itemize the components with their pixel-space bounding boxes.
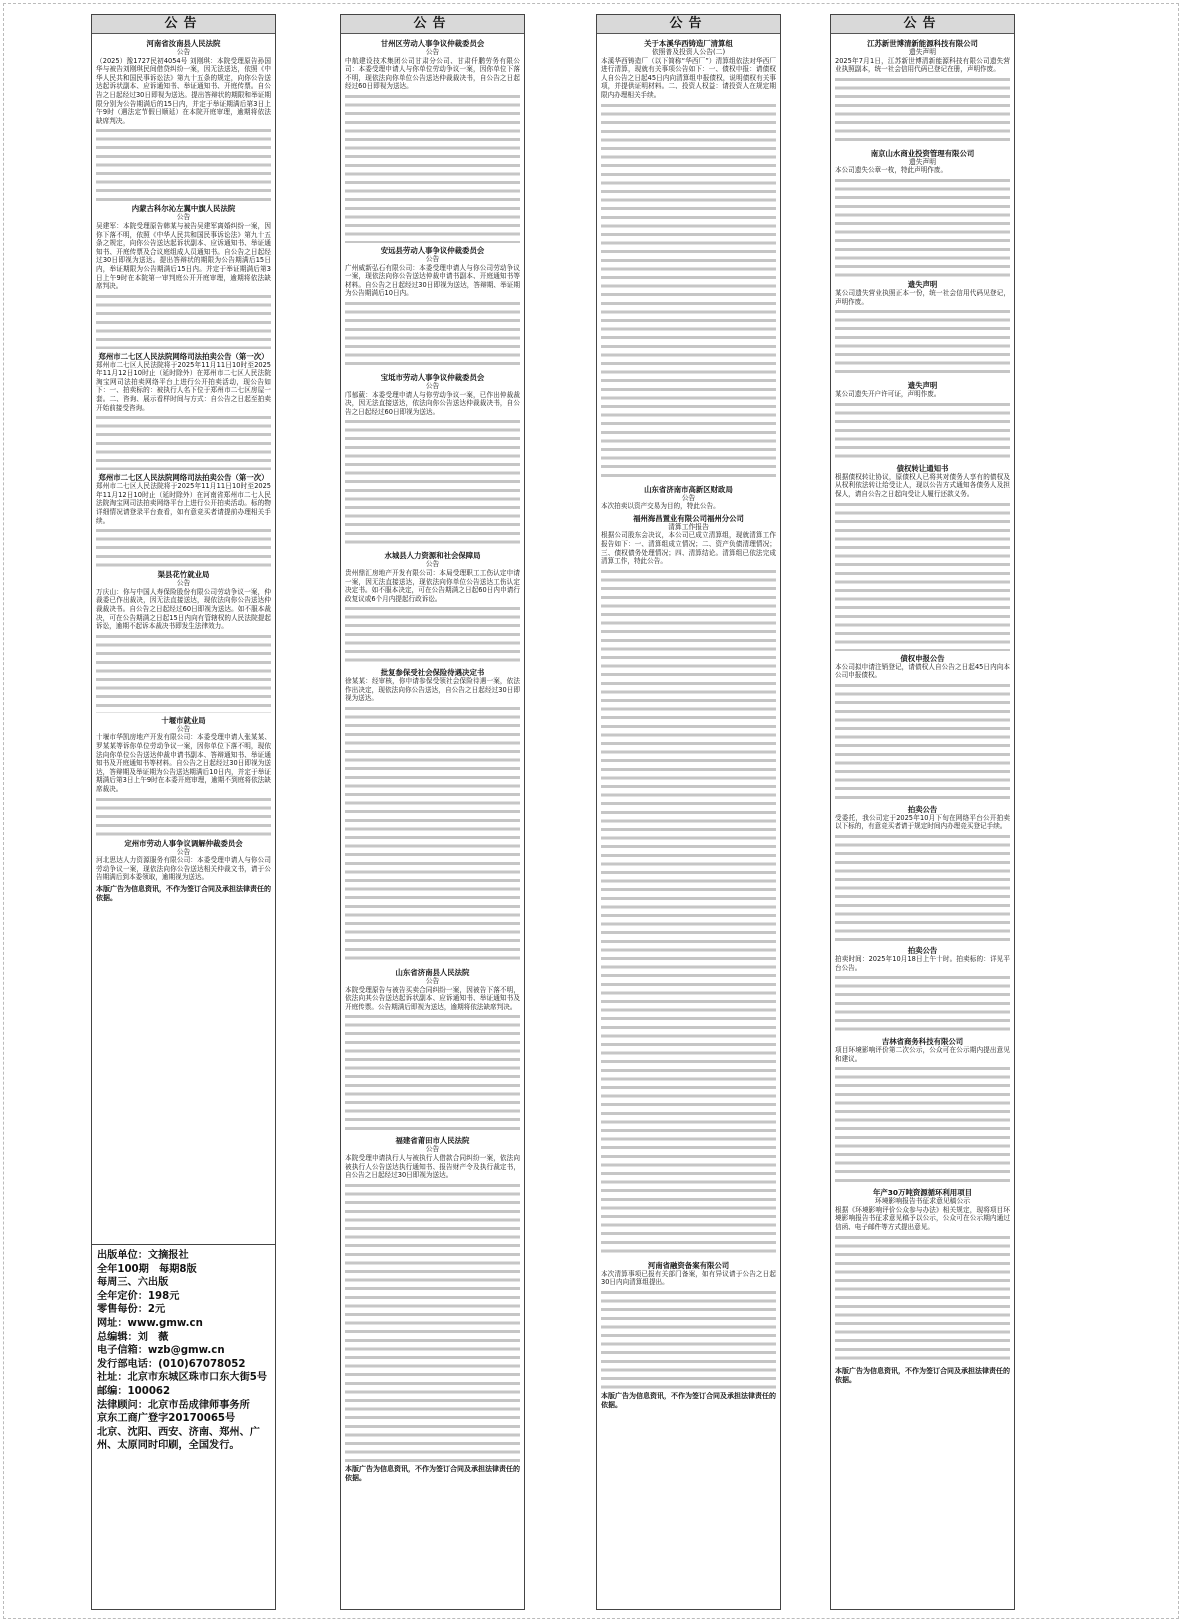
notice-title: 郑州市二七区人民法院网络司法拍卖公告（第一次） xyxy=(98,473,269,483)
column-1 xyxy=(91,14,276,1610)
imprint-line: 网址：www.gmw.cn xyxy=(97,1317,203,1329)
text-lines xyxy=(345,418,520,548)
notice-subtitle: 公告 xyxy=(425,977,440,986)
text-lines xyxy=(835,401,1010,461)
notice xyxy=(345,1136,520,1461)
column-body xyxy=(341,34,524,1485)
text-lines xyxy=(96,127,271,201)
notice-title: 遗失声明 xyxy=(907,381,938,391)
notice-subtitle: 公告 xyxy=(425,48,440,56)
notice xyxy=(345,968,520,1133)
notice-text: 2025年7月1日，江苏新世博清新能源科技有限公司遗失营业执照副本，统一社会信用代码已登记在册，声明作废。 xyxy=(835,56,1010,74)
notice-subtitle: 环境影响报告书征求意见稿公示 xyxy=(874,1197,971,1206)
notice-text: 本院受理申请执行人与被执行人借款合同纠纷一案，依法向被执行人公告送达执行通知书、报告财产令及执行裁定书，自公告之日起经过30日即视为送达。 xyxy=(345,1154,520,1180)
notice xyxy=(345,39,520,243)
text-lines xyxy=(835,308,1010,378)
imprint-line: 发行部电话：(010)67078052 xyxy=(97,1358,246,1370)
notice-text: 本次拍卖以资产交易为目的，特此公告。 xyxy=(601,502,720,511)
column-body xyxy=(92,34,275,905)
text-lines xyxy=(96,527,271,567)
notice-title: 吉林省商务科技有限公司 xyxy=(881,1037,964,1047)
notice-title: 福建省莆田市人民法院 xyxy=(395,1136,470,1146)
notice-text: 十堰市华凯房地产开发有限公司：本委受理申请人张某某、罗某某等诉你单位劳动争议一案，因你单位下落不明，现依法向你单位公告送达仲裁申请书副本、答辩通知书、举证通知书及开庭通知书等材料。自公告之日起经过30日即视为送达，答辩期及举证期为公告送达期满后10日内，并定于举证期满后第3日上午9时在本委开庭审理，逾期不到庭将依法缺席裁决。 xyxy=(96,733,271,793)
notice-title: 山东省济南县人民法院 xyxy=(395,968,470,978)
notice-title: 水城县人力资源和社会保障局 xyxy=(384,551,481,561)
notice xyxy=(345,373,520,548)
notice-text: 郑州市二七区人民法院将于2025年11月11日10时至2025年11月12日10时止（延时除外）在河南省郑州市二七人民法院淘宝网司法拍卖网络平台上进行公开拍卖活动。标的物详细情况请登录平台查看，如有意竞买者请提前办理相关手续。 xyxy=(96,482,271,525)
notice-text: 邝郁葳：本委受理申请人与你劳动争议一案，已作出仲裁裁决，因无法直接送达，依法向你公告送达仲裁裁决书，自公告之日起经过60日即视为送达。 xyxy=(345,390,520,416)
text-lines xyxy=(345,93,520,243)
notice-text: 某公司遗失营业执照正本一份，统一社会信用代码见登记，声明作废。 xyxy=(835,288,1010,306)
notice xyxy=(601,485,776,511)
notice-title: 债权申报公告 xyxy=(900,653,945,663)
notice xyxy=(835,381,1010,461)
imprint-line: 全年100期 每期8版 xyxy=(97,1263,197,1275)
imprint-line: 京东工商广登字20170065号 xyxy=(97,1413,236,1425)
imprint-line: 电子信箱：wzb@gmw.cn xyxy=(97,1345,225,1357)
notice xyxy=(96,352,271,471)
notice xyxy=(835,1037,1010,1185)
masthead-imprint xyxy=(92,1244,275,1609)
notice-text: 根据债权转让协议，原债权人已将其对债务人享有的债权及从权利依法转让给受让人，现以公告方式通知各债务人及担保人，请自公告之日起向受让人履行还款义务。 xyxy=(835,472,1010,498)
imprint-line: 法律顾问：北京市岳成律师事务所 xyxy=(97,1399,250,1411)
notice-title: 宝坻市劳动人事争议仲裁委员会 xyxy=(380,372,485,382)
notice xyxy=(835,149,1010,277)
column-body xyxy=(831,34,1014,1387)
text-lines xyxy=(835,76,1010,146)
notice-text: 万庆山：你与中国人寿保险股份有限公司劳动争议一案，仲裁委已作出裁决，因无法直接送达，现依法向你公告送达仲裁裁决书。自公告之日起经过60日即视为送达。如不服本裁决，可在公告期满之日起15日内向有管辖权的人民法院提起诉讼，逾期不起诉本裁决书即发生法律效力。 xyxy=(96,587,271,631)
disclaimer: 本版广告为信息资讯，不作为签订合同及承担法律责任的依据。 xyxy=(601,1391,776,1409)
notice-title: 甘州区劳动人事争议仲裁委员会 xyxy=(380,39,485,48)
notice-text: 受委托，我公司定于2025年10月下旬在网络平台公开拍卖以下标的，有意竞买者请于规定时间内办理竞买登记手续。 xyxy=(835,813,1010,831)
column-2 xyxy=(340,14,525,1610)
notice-subtitle: 依照普及投资人公告(二) xyxy=(651,48,726,56)
column-4 xyxy=(830,14,1015,1610)
notice-text: 本公司拟申请注销登记，请债权人自公告之日起45日内向本公司申报债权。 xyxy=(835,662,1010,680)
column-header: 公告 xyxy=(831,15,1014,34)
imprint-line: 邮编：100062 xyxy=(97,1385,171,1397)
notice-text: 本次清算事项已报有关部门备案，如有异议请于公告之日起30日内向清算组提出。 xyxy=(601,1269,776,1287)
notice xyxy=(835,654,1010,802)
imprint-line: 出版单位：文摘报社 xyxy=(97,1250,189,1261)
text-lines xyxy=(96,633,271,713)
text-lines xyxy=(835,682,1010,802)
text-lines xyxy=(835,1065,1010,1185)
notice-text: 项目环境影响评价第二次公示，公众可在公示期内提出意见和建议。 xyxy=(835,1046,1010,1063)
notice-text: 郑州市二七区人民法院将于2025年11月11日10时至2025年11月12日10时止（延时除外）在郑州市二七区人民法院淘宝网司法拍卖网络平台上进行公开拍卖活动，现公告如下：一、拍卖标的：被执行人名下位于郑州市二七区房屋一套。二、咨询、展示看样时间与方式：自公告之日起至拍卖开始前接受咨询。 xyxy=(96,360,271,412)
notice xyxy=(835,464,1010,651)
notice xyxy=(96,204,271,348)
notice xyxy=(96,570,271,713)
notice xyxy=(835,39,1010,146)
notice-subtitle: 公告 xyxy=(176,724,191,733)
notice xyxy=(601,1261,776,1389)
imprint-line: 总编辑：刘 薇 xyxy=(97,1331,169,1343)
notice-title: 河南省汝南县人民法院 xyxy=(146,39,221,48)
notice-text: 徐某某：经审核，你申请参保受领社会保险待遇一案，依法作出决定，现依法向你公告送达，自公告之日起经过30日即视为送达。 xyxy=(345,677,520,703)
notice-title: 内蒙古科尔沁左翼中旗人民法院 xyxy=(131,204,236,214)
notice-subtitle: 公告 xyxy=(176,48,191,56)
notice-text: 本院受理原告与被告买卖合同纠纷一案，因被告下落不明，依法向其公告送达起诉状副本、应诉通知书、举证通知书及开庭传票。公告期满后即视为送达，逾期将依法缺席判决。 xyxy=(345,985,520,1011)
notice-title: 郑州市二七区人民法院网络司法拍卖公告（第一次） xyxy=(98,351,269,361)
imprint-line: 社址：北京市东城区珠市口东大街5号 xyxy=(97,1372,268,1384)
text-lines xyxy=(345,1013,520,1133)
notice-title: 债权转让通知书 xyxy=(896,463,949,473)
disclaimer: 本版广告为信息资讯，不作为签订合同及承担法律责任的依据。 xyxy=(345,1464,520,1482)
notice-title: 南京山水商业投资管理有限公司 xyxy=(870,148,975,158)
notice-title: 安远县劳动人事争议仲裁委员会 xyxy=(380,245,485,255)
notice-text: 本溪华西铸造厂（以下简称“华西厂”）清算组依法对华西厂进行清算，现就有关事项公告如下：一、债权申报：请债权人自公告之日起45日内向清算组申报债权，说明债权有关事项，并提供证明材料。二、投资人权益：请投资人在规定期限内办理相关手续。 xyxy=(601,56,776,99)
notice-text: 拍卖时间：2025年10月18日上午十时。拍卖标的：详见平台公告。 xyxy=(835,954,1010,972)
column-header: 公告 xyxy=(341,15,524,34)
notice-subtitle: 公告 xyxy=(425,1145,440,1154)
notice xyxy=(345,668,520,965)
imprint-line: 全年定价：198元 xyxy=(97,1290,180,1302)
notice xyxy=(601,514,776,1258)
notice-text: 中航建设技术集团公司甘肃分公司、甘肃仟鹏劳务有限公司：本委受理申请人与你单位劳动争议一案，因你单位下落不明，现依法向你单位公告送达仲裁裁决书，自公告之日起经过60日即视为送达。 xyxy=(345,56,520,91)
notice xyxy=(96,839,271,882)
notice-text: 贵州鼎汇房地产开发有限公司：本局受理职工工伤认定申请一案，因无法直接送达，现依法向你单位公告送达工伤认定决定书。如不服本决定，可在公告期满之日起60日内申请行政复议或6个月内提起行政诉讼。 xyxy=(345,568,520,603)
text-lines xyxy=(601,102,776,482)
notice xyxy=(835,1188,1010,1363)
notice-subtitle: 遗失声明 xyxy=(908,157,937,166)
notice-title: 拍卖公告 xyxy=(907,804,938,814)
imprint-line: 零售每份：2元 xyxy=(97,1304,166,1316)
notice-text: 吴建军：本院受理原告韩某与被告吴建军离婚纠纷一案，因你下落不明，依照《中华人民共和国民事诉讼法》第九十五条之规定，向你公告送达起诉状副本、应诉通知书、举证通知书、开庭传票及合议庭组成人员通知书。自公告之日起经过30日即视为送达。提出答辩状的期限为公告期满后15日内，举证期限为公告期满后15日内。并定于举证期满后第3日上午9时在本院第一审判庭公开开庭审理，逾期将依法缺席判决。 xyxy=(96,221,271,291)
text-lines xyxy=(96,414,271,470)
notice-subtitle: 清算工作报告 xyxy=(668,522,709,531)
notice xyxy=(345,246,520,370)
text-lines xyxy=(835,974,1010,1034)
notice-title: 年产30万吨资源循环利用项目 xyxy=(873,1188,972,1198)
notice-title: 遗失声明 xyxy=(907,279,938,289)
notice-title: 关于本溪华西铸造厂清算组 xyxy=(644,39,733,48)
column-body xyxy=(597,34,780,1412)
imprint-line: 每周三、六出版 xyxy=(97,1277,169,1289)
text-lines xyxy=(345,705,520,965)
notice xyxy=(96,39,271,201)
notice-text: （2025）豫1727民初4054号 刘刚琪：本院受理原告孙国华与被告刘刚琪民间借贷纠纷一案，因无法送达，依照《中华人民共和国民事诉讼法》第九十五条的规定，向你公告送达起诉状副本、应诉通知书、举证通知书、开庭传票。自公告之日起经过30日即视为送达。提出答辩状的期限和举证期限分别为公告期满后的15日内，并定于举证期满后第3日上午9时（遇法定节假日顺延）在本院开庭审理，逾期将依法缺席判决。 xyxy=(96,56,271,125)
text-lines xyxy=(601,1289,776,1389)
text-lines xyxy=(345,300,520,370)
notice-subtitle: 公告 xyxy=(425,560,440,569)
notice-subtitle: 公告 xyxy=(425,254,440,263)
column-header: 公告 xyxy=(597,15,780,34)
notice-title: 河南省融资备案有限公司 xyxy=(647,1260,730,1270)
notice-text: 河北思达人力资源服务有限公司：本委受理申请人与你公司劳动争议一案，现依法向你公告送达相关仲裁文书，请于公告期满后到本委领取，逾期视为送达。 xyxy=(96,856,271,882)
text-lines xyxy=(835,501,1010,651)
notice-text: 广州威新弘石有限公司：本委受理申请人与你公司劳动争议一案，现依法向你公告送达仲裁申请书副本、开庭通知书等材料。自公告之日起经过30日即视为送达，答辩期、举证期为公告期满后10日内。 xyxy=(345,263,520,298)
notice-text: 根据《环境影响评价公众参与办法》相关规定，现将项目环境影响报告书征求意见稿予以公示，公众可在公示期内通过信函、电子邮件等方式提出意见。 xyxy=(835,1205,1010,1232)
notice-title: 定州市劳动人事争议调解仲裁委员会 xyxy=(124,838,243,848)
notice xyxy=(345,551,520,665)
notice-title: 十堰市就业局 xyxy=(161,715,206,725)
text-lines xyxy=(835,1234,1010,1364)
notice-text: 根据公司股东会决议，本公司已成立清算组，现就清算工作报告如下：一、清算组成立情况；二、资产负债清理情况；三、债权债务处理情况；四、清算结论。清算组已依法完成清算工作，特此公告。 xyxy=(601,531,776,566)
text-lines xyxy=(835,833,1010,943)
notice-title: 福州海昌置业有限公司福州分公司 xyxy=(633,513,744,523)
notice-subtitle: 公告 xyxy=(425,381,440,390)
notice-text: 某公司遗失开户许可证，声明作废。 xyxy=(835,390,941,399)
notice-title: 批复参保受社会保险待遇决定书 xyxy=(380,668,485,678)
imprint-line: 北京、沈阳、西安、济南、郑州、广州、太原同时印刷，全国发行。 xyxy=(97,1426,260,1452)
notice-subtitle: 遗失声明 xyxy=(908,48,937,56)
text-lines xyxy=(345,1182,520,1462)
text-lines xyxy=(601,568,776,1258)
notice xyxy=(835,946,1010,1034)
notice xyxy=(96,716,271,836)
column-3 xyxy=(596,14,781,1610)
notice-subtitle: 公告 xyxy=(176,579,191,588)
notice xyxy=(835,280,1010,378)
notice-title: 江苏新世博清新能源科技有限公司 xyxy=(867,39,978,48)
disclaimer: 本版广告为信息资讯，不作为签订合同及承担法律责任的依据。 xyxy=(96,884,271,902)
text-lines xyxy=(345,605,520,665)
notice-title: 渠县花竹就业局 xyxy=(157,570,210,580)
notice-text: 本公司遗失公章一枚，特此声明作废。 xyxy=(835,166,948,175)
notice-subtitle: 公告 xyxy=(681,493,696,502)
text-lines xyxy=(96,293,271,349)
column-header: 公告 xyxy=(92,15,275,34)
disclaimer: 本版广告为信息资讯，不作为签订合同及承担法律责任的依据。 xyxy=(835,1366,1010,1384)
notice-subtitle: 公告 xyxy=(176,213,191,222)
notice xyxy=(96,473,271,567)
notice xyxy=(601,39,776,482)
notice-subtitle: 公告 xyxy=(176,847,191,856)
notice xyxy=(835,805,1010,943)
text-lines xyxy=(96,796,271,836)
notice-title: 拍卖公告 xyxy=(907,945,938,955)
text-lines xyxy=(835,177,1010,277)
notice-title: 山东省济南市高新区财政局 xyxy=(644,484,733,494)
